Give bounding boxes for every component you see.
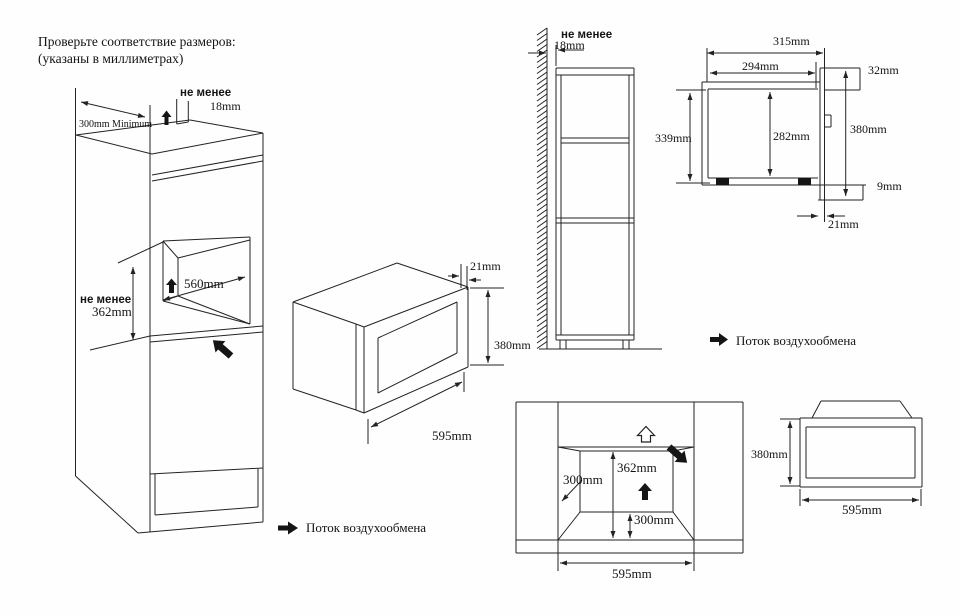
bottom-lip-label: 9mm [877, 179, 902, 193]
airflow-up-icon [166, 279, 177, 294]
oven-front-height-label: 380mm [751, 447, 788, 461]
top-clearance-note: не менее [180, 87, 232, 99]
airflow-left-label: Поток воздухообмена [306, 520, 427, 535]
niche-side-depth-label: 300mm [563, 472, 603, 487]
airflow-right-icon [710, 333, 728, 346]
total-depth-label: 315mm [773, 34, 810, 48]
niche-front-diagram [516, 402, 743, 571]
oven-foot [798, 178, 811, 185]
page-subtitle: (указаны в миллиметрах) [38, 51, 184, 66]
insert-direction-icon [208, 335, 236, 362]
top-clearance-value: 18mm [210, 99, 241, 113]
niche-height-note: не менее [80, 294, 132, 306]
oven-front-width-label: 595mm [842, 502, 882, 517]
front-height-label: 380mm [850, 122, 887, 136]
oven-3d-diagram [293, 263, 504, 444]
airflow-caption-left [278, 520, 426, 535]
oven-side-dimension-labels [655, 34, 902, 231]
airflow-up-icon [638, 483, 652, 500]
door-thickness-label: 21mm [470, 259, 501, 273]
oven-front-labels [751, 447, 882, 517]
body-depth-label: 294mm [742, 59, 779, 73]
cabinet-3d-labels [79, 87, 241, 319]
niche-width-label: 560mm [184, 276, 224, 291]
corner-direction-icon [664, 441, 692, 468]
vent-up-icon [638, 427, 655, 443]
niche-height-label: 362mm [92, 304, 132, 319]
oven-height-label: 380mm [494, 338, 531, 352]
niche-front-height-label: 362mm [617, 460, 657, 475]
wall-hatching [537, 28, 547, 349]
rear-clearance-label: 300mm Minimum [79, 119, 153, 130]
oven-front-diagram [780, 401, 922, 506]
airflow-caption-right [710, 333, 856, 348]
oven-width-label: 595mm [432, 428, 472, 443]
niche-width-label: 595mm [612, 566, 652, 581]
door-thickness-side-label: 21mm [828, 217, 859, 231]
oven-side-dimension-diagram [676, 48, 866, 222]
airflow-right-label: Поток воздухообмена [736, 333, 857, 348]
airflow-left-icon [278, 522, 298, 535]
body-height-label: 339mm [655, 131, 692, 145]
niche-bottom-depth-label: 300mm [634, 512, 674, 527]
inner-height-label: 282mm [773, 129, 810, 143]
page-title: Проверьте соответствие размеров: [38, 34, 236, 49]
side-view-labels [554, 29, 612, 52]
oven-foot [716, 178, 729, 185]
header [38, 34, 236, 66]
side-view-diagram [528, 28, 662, 349]
wall-clearance-value: 18mm [554, 38, 585, 52]
wall-clearance-note: не менее [561, 29, 613, 41]
top-lip-label: 32mm [868, 63, 899, 77]
